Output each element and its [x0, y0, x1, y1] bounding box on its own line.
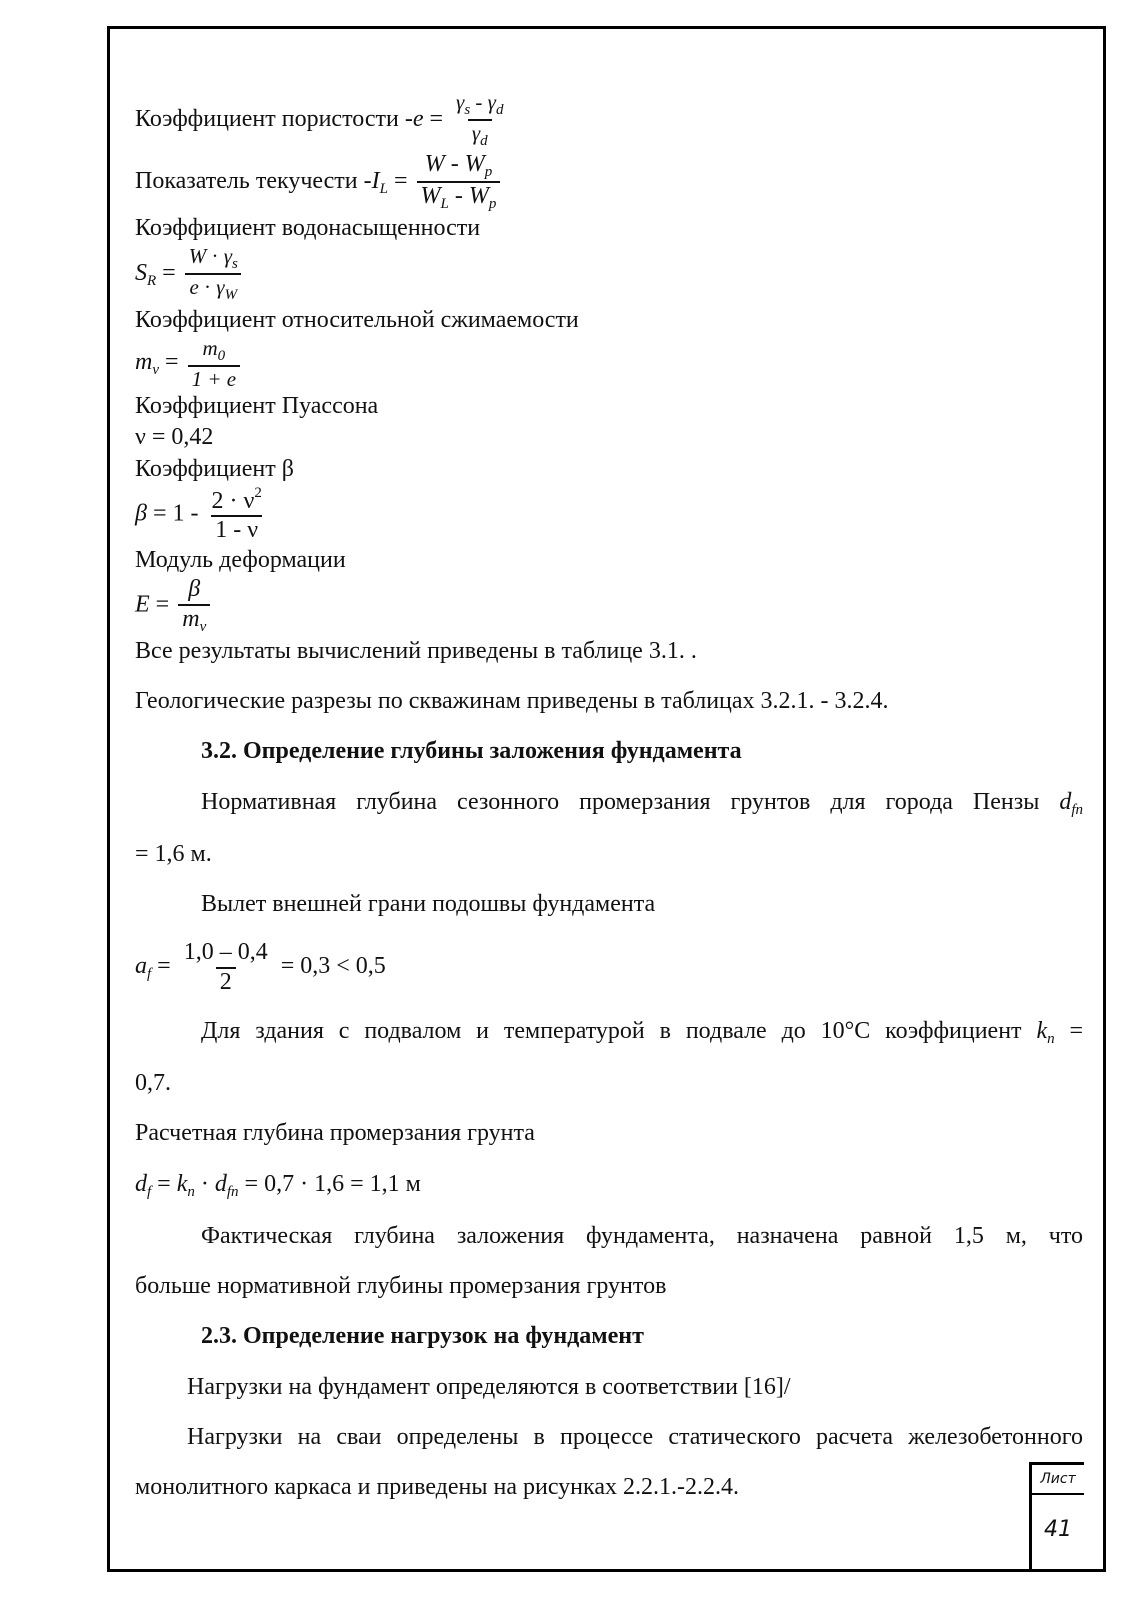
calc-depth-formula	[135, 1169, 1083, 1203]
frost-paragraph-cont: = 1,6 м.	[135, 841, 212, 868]
symbol: d	[135, 1170, 147, 1197]
loads-paragraph-1: Нагрузки на фундамент определяются в соответствии [16]/	[187, 1373, 791, 1400]
subscript: p	[488, 195, 497, 212]
sheet-number: 41	[1044, 1517, 1072, 1542]
subscript: v	[152, 362, 160, 379]
symbol: m	[182, 605, 200, 632]
poisson-value: ν = 0,42	[135, 424, 214, 451]
beta-formula	[135, 485, 1083, 545]
kn-paragraph-cont: 0,7.	[135, 1070, 171, 1097]
fraction-numerator	[198, 336, 229, 365]
subscript: d	[495, 102, 504, 118]
equals-sign: =	[1054, 1017, 1084, 1044]
compress-fraction	[188, 336, 241, 391]
numerator-text: 2 · ν	[211, 487, 255, 514]
subscript: 0	[217, 347, 226, 364]
symbol: γ	[456, 90, 465, 114]
frost-paragraph	[135, 787, 1083, 821]
symbol: W	[420, 182, 441, 209]
sections-note: Геологические разрезы по скважинам приведены в таблицах 3.2.1. - 3.2.4.	[135, 688, 889, 715]
subscript: p	[484, 163, 493, 180]
heading-2-3: 2.3. Определение нагрузок на фундамент	[201, 1323, 644, 1350]
equals-sign: =	[423, 105, 444, 132]
fraction-denominator	[417, 181, 501, 213]
symbol: γ	[223, 244, 232, 269]
fraction-numerator	[184, 576, 204, 604]
page-content	[135, 90, 1083, 1503]
symbol: W	[188, 244, 207, 269]
fraction-denominator	[468, 119, 492, 150]
fraction-numerator	[207, 485, 265, 516]
fluidity-formula	[135, 151, 1083, 214]
saturation-title: Коэффициент водонасыщенности	[135, 215, 481, 241]
modulus-formula	[135, 576, 1083, 636]
fraction-numerator: 1,0 – 0,4	[183, 939, 268, 966]
equals-sign: =	[151, 1170, 177, 1197]
symbol: γ	[487, 90, 496, 114]
loads-paragraph-2: Нагрузки на сваи определены в процессе статического расчета железобетонного	[187, 1423, 1083, 1450]
symbol: e	[189, 275, 199, 300]
operator: -	[444, 150, 465, 177]
subscript: n	[187, 1183, 195, 1200]
symbol: I	[371, 167, 380, 194]
symbol: d	[1059, 788, 1072, 815]
subscript: s	[464, 102, 471, 118]
symbol: S	[135, 259, 147, 286]
symbol: β	[135, 500, 147, 527]
subscript: s	[232, 256, 238, 273]
fraction-numerator	[185, 244, 242, 273]
sheet-stamp	[1029, 1462, 1084, 1569]
loads-paragraph-2-cont: монолитного каркаса и приведены на рисунках 2.2.1.-2.2.4.	[135, 1473, 739, 1500]
operator: ·	[194, 1170, 215, 1197]
equals-sign: =	[156, 259, 176, 286]
symbol: γ	[216, 275, 225, 300]
fraction-denominator	[178, 604, 210, 636]
saturation-formula	[135, 244, 1083, 305]
subscript: d	[480, 133, 488, 150]
equals-sign: =	[151, 953, 171, 980]
equals-sign: =	[159, 349, 179, 376]
symbol: W	[464, 150, 485, 177]
calc-depth-result: = 0,7 · 1,6 = 1,1 м	[238, 1170, 421, 1197]
porosity-var: e	[412, 105, 424, 132]
fraction-denominator	[188, 365, 241, 391]
subscript: W	[224, 287, 238, 304]
equals-sign: =	[387, 167, 408, 194]
symbol: 1 + e	[191, 367, 237, 392]
overhang-fraction	[180, 939, 272, 996]
symbol: d	[214, 1170, 227, 1197]
subscript: R	[147, 272, 157, 289]
fraction-denominator: 2	[216, 967, 236, 997]
overhang-formula	[135, 939, 1083, 996]
subscript: ν	[199, 618, 207, 635]
subscript: f	[147, 1183, 152, 1200]
symbol: β	[188, 576, 201, 603]
symbol: E	[135, 591, 150, 618]
symbol: a	[135, 953, 147, 980]
fraction-numerator	[421, 151, 497, 181]
superscript: 2	[254, 484, 262, 501]
equals-sign: =	[149, 591, 170, 618]
kn-paragraph	[135, 1016, 1083, 1050]
calc-depth-title: Расчетная глубина промерзания грунта	[135, 1120, 535, 1147]
symbol: m	[135, 349, 153, 376]
subscript: L	[379, 180, 388, 197]
subscript: L	[440, 195, 449, 212]
sheet-label: Лист	[1032, 1465, 1084, 1495]
paragraph-text: Для здания с подвалом и температурой в подвале до 10°С коэффициент	[201, 1017, 1022, 1044]
symbol: γ	[471, 121, 481, 146]
operator: -	[470, 90, 488, 114]
fraction-denominator	[185, 273, 241, 304]
overhang-title: Вылет внешней грани подошвы фундамента	[201, 891, 656, 918]
equals-sign: = 1 -	[146, 500, 199, 527]
subscript: fn	[226, 1183, 239, 1200]
symbol: m	[202, 335, 218, 360]
beta-title: Коэффициент β	[135, 455, 294, 482]
operator: -	[448, 182, 469, 209]
operator: ·	[198, 275, 217, 300]
porosity-formula	[135, 90, 1083, 151]
heading-3-2: 3.2. Определение глубины заложения фундамента	[201, 738, 742, 765]
fluidity-fraction	[417, 151, 501, 214]
subscript: fn	[1071, 801, 1084, 818]
fluidity-label: Показатель текучести -	[135, 167, 372, 194]
subscript: f	[147, 966, 152, 983]
fraction-numerator	[452, 90, 507, 119]
paragraph-text: Нормативная глубина сезонного промерзания грунтов для города Пензы	[201, 788, 1040, 815]
overhang-result: = 0,3 < 0,5	[274, 953, 386, 980]
actual-paragraph-cont: больше нормативной глубины промерзания грунтов	[135, 1273, 667, 1300]
saturation-fraction	[185, 244, 242, 305]
compress-formula	[135, 336, 1083, 391]
modulus-title: Модуль деформации	[135, 547, 346, 574]
modulus-fraction	[178, 576, 210, 636]
poisson-title: Коэффициент Пуассона	[135, 393, 379, 420]
compress-title: Коэффициент относительной сжимаемости	[135, 306, 579, 333]
porosity-label: Коэффициент пористости -	[135, 105, 413, 132]
actual-paragraph: Фактическая глубина заложения фундамента, назначена равной 1,5 м, что	[201, 1223, 1083, 1250]
fraction-denominator: 1 - ν	[211, 515, 262, 545]
operator: ·	[206, 244, 224, 269]
porosity-fraction	[452, 90, 507, 151]
symbol: W	[424, 150, 445, 177]
results-note: Все результаты вычислений приведены в таблице 3.1. .	[135, 638, 697, 665]
subscript: n	[1047, 1030, 1055, 1047]
symbol: W	[468, 182, 489, 209]
symbol: k	[176, 1170, 188, 1197]
symbol: k	[1036, 1017, 1048, 1044]
beta-fraction	[207, 485, 265, 545]
